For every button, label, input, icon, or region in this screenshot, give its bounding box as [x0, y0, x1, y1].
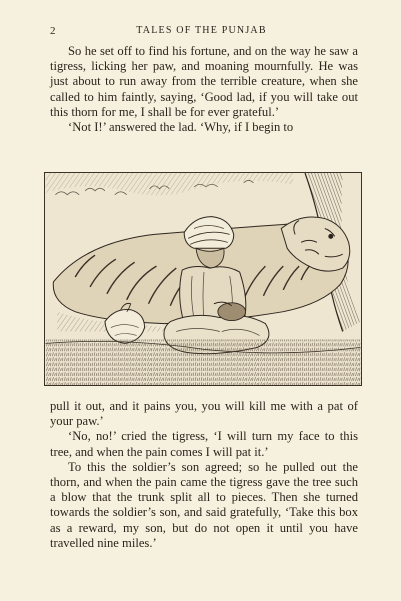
- page-number: 2: [50, 25, 56, 37]
- engraving-image: [45, 173, 361, 385]
- paragraph: To this the soldier’s son agreed; so he pulled out the thorn, and when the pain came the tigress gave the tree such a blow that the trunk split all to pieces. Then she turned towards the soldier’s son, and said gratefully, ‘Take this box as a reward, my son, but do not open it until you have travelled nine miles.’: [50, 459, 358, 550]
- page-header: [50, 25, 353, 39]
- running-title: TALES OF THE PUNJAB: [136, 25, 267, 36]
- text-block-top: [50, 44, 358, 135]
- text-block-bottom: [50, 399, 358, 551]
- paragraph: pull it out, and it pains you, you will kill me with a pat of your paw.’: [50, 399, 358, 429]
- paragraph: ‘Not I!’ answered the lad. ‘Why, if I begin to: [68, 120, 294, 135]
- illustration-tigress-and-boy: [44, 172, 362, 386]
- paragraph: ‘No, no!’ cried the tigress, ‘I will turn my face to this tree, and when the pain comes I will pat it.’: [50, 429, 358, 459]
- paragraph: So he set off to find his fortune, and on the way he saw a tigress, licking her paw, and moaning mournfully. He was just about to run away from the terrible creature, when she called to him faintly, saying, ‘Good lad, if you will take out this thorn for me, I shall be for ever grateful.’: [50, 44, 358, 119]
